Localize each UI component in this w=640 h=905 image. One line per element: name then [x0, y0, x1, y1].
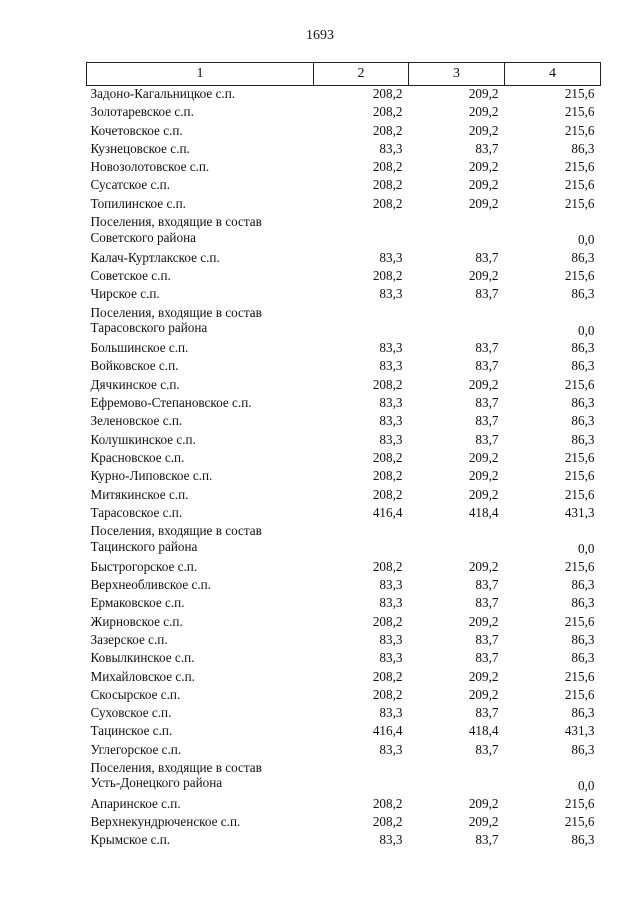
- value-cell-col2: [314, 760, 409, 796]
- value-cell-col3: 209,2: [468, 449, 499, 465]
- value-cell-col4: 431,3: [564, 504, 595, 520]
- value-cell-col3: 209,2: [468, 267, 499, 283]
- data-table: [86, 62, 601, 850]
- value-cell-col3: [409, 523, 505, 559]
- table-row: [87, 796, 601, 814]
- settlement-name-cell: Скосырское с.п.: [90, 686, 181, 702]
- value-cell-col4: 215,6: [564, 376, 595, 392]
- settlement-name-cell: Задоно-Кагальницкое с.п.: [90, 86, 236, 101]
- table-row: [87, 395, 601, 413]
- table-row: [87, 86, 601, 105]
- value-cell-col3: 209,2: [468, 613, 499, 629]
- table-row: [87, 614, 601, 632]
- table-row: [87, 523, 601, 559]
- settlement-name-cell: Кузнецовское с.п.: [90, 140, 190, 156]
- page-number: 1693: [306, 28, 334, 43]
- table-row: [87, 650, 601, 668]
- value-cell-col2: 416,4: [372, 723, 403, 739]
- settlement-name-cell: Золотаревское с.п.: [90, 104, 194, 120]
- value-cell-col2: 83,3: [379, 705, 403, 721]
- value-cell-col3: 83,7: [475, 395, 499, 411]
- value-cell-col3: 83,7: [475, 577, 499, 593]
- value-cell-col4: 215,6: [564, 558, 595, 574]
- settlement-name-cell: Верхнекундрюченское с.п.: [90, 813, 241, 829]
- header-row: [87, 63, 601, 86]
- table-row: [87, 432, 601, 450]
- value-cell-col2: 208,2: [372, 468, 403, 484]
- value-cell-col3: 83,7: [475, 358, 499, 374]
- settlement-name-cell: Сусатское с.п.: [90, 177, 171, 193]
- value-cell-col2: 208,2: [372, 104, 403, 120]
- settlement-name-cell: Верхнеобливское с.п.: [90, 577, 212, 593]
- table-row: [87, 123, 601, 141]
- table-row: [87, 595, 601, 613]
- settlement-name-cell: Митякинское с.п.: [90, 486, 189, 502]
- value-cell-col2: 208,2: [372, 449, 403, 465]
- value-cell-col3: [409, 760, 505, 796]
- value-cell-col3: 209,2: [468, 376, 499, 392]
- value-cell-col4: 86,3: [571, 395, 595, 411]
- settlement-name-cell: Тарасовское с.п.: [90, 504, 183, 520]
- value-cell-col3: 209,2: [468, 795, 499, 811]
- settlement-name-cell: Топилинское с.п.: [90, 195, 186, 211]
- value-cell-col3: 83,7: [475, 431, 499, 447]
- value-cell-col3: [409, 305, 505, 341]
- value-cell-col3: 83,7: [475, 832, 499, 848]
- value-cell-col2: 83,3: [379, 340, 403, 356]
- value-cell-col3: 209,2: [468, 122, 499, 138]
- settlement-name-cell: Апаринское с.п.: [90, 795, 181, 811]
- value-cell-col4: 215,6: [564, 195, 595, 211]
- value-cell-col4: 0,0: [578, 541, 595, 557]
- value-cell-col2: 83,3: [379, 140, 403, 156]
- settlement-name-cell: Тацинское с.п.: [90, 723, 173, 739]
- value-cell-col2: [314, 523, 409, 559]
- value-cell-col4: 86,3: [571, 358, 595, 374]
- table-row: [87, 669, 601, 687]
- value-cell-col4: 215,6: [564, 449, 595, 465]
- settlement-name-cell: Зазерское с.п.: [90, 631, 168, 647]
- table-row: [87, 632, 601, 650]
- table-row: [87, 177, 601, 195]
- settlement-name-cell: Колушкинское с.п.: [90, 431, 196, 447]
- value-cell-col3: 209,2: [468, 686, 499, 702]
- value-cell-col4: 86,3: [571, 705, 595, 721]
- value-cell-col3: 209,2: [468, 177, 499, 193]
- value-cell-col2: 208,2: [372, 267, 403, 283]
- table-row: [87, 577, 601, 595]
- value-cell-col4: 215,6: [564, 686, 595, 702]
- value-cell-col2: 208,2: [372, 686, 403, 702]
- table-row: [87, 196, 601, 214]
- value-cell-col4: 86,3: [571, 741, 595, 757]
- column-header-2: 2: [314, 63, 409, 86]
- table-row: [87, 413, 601, 431]
- value-cell-col2: 208,2: [372, 795, 403, 811]
- value-cell-col2: 208,2: [372, 613, 403, 629]
- value-cell-col2: 83,3: [379, 650, 403, 666]
- table-row: [87, 705, 601, 723]
- table-row: [87, 286, 601, 304]
- value-cell-col2: 208,2: [372, 668, 403, 684]
- value-cell-col2: [314, 305, 409, 341]
- column-header-3: 3: [409, 63, 505, 86]
- value-cell-col3: 209,2: [468, 468, 499, 484]
- table-row: [87, 377, 601, 395]
- value-cell-col2: 83,3: [379, 249, 403, 265]
- table-row: [87, 104, 601, 122]
- value-cell-col3: [409, 214, 505, 250]
- value-cell-col2: 208,2: [372, 177, 403, 193]
- table-row: [87, 505, 601, 523]
- value-cell-col4: 215,6: [564, 159, 595, 175]
- value-cell-col4: 215,6: [564, 795, 595, 811]
- table-row: [87, 487, 601, 505]
- table-row: [87, 760, 601, 796]
- value-cell-col2: 208,2: [372, 159, 403, 175]
- table-row: [87, 159, 601, 177]
- value-cell-col3: 418,4: [468, 504, 499, 520]
- value-cell-col2: 208,2: [372, 813, 403, 829]
- table-row: [87, 742, 601, 760]
- value-cell-col4: 431,3: [564, 723, 595, 739]
- settlement-name-cell: Быстрогорское с.п.: [90, 558, 198, 574]
- value-cell-col4: 215,6: [564, 813, 595, 829]
- value-cell-col4: 86,3: [571, 140, 595, 156]
- value-cell-col3: 209,2: [468, 558, 499, 574]
- table-row: [87, 559, 601, 577]
- value-cell-col3: 83,7: [475, 631, 499, 647]
- value-cell-col4: 86,3: [571, 650, 595, 666]
- value-cell-col4: 86,3: [571, 595, 595, 611]
- settlement-name-cell: Поселения, входящие в состав Тарасовского района: [90, 304, 262, 336]
- value-cell-col2: 208,2: [372, 195, 403, 211]
- table-row: [87, 814, 601, 832]
- value-cell-col4: 86,3: [571, 249, 595, 265]
- settlement-name-cell: Михайловское с.п.: [90, 668, 195, 684]
- settlement-name-cell: Углегорское с.п.: [90, 741, 182, 757]
- value-cell-col3: 209,2: [468, 486, 499, 502]
- value-cell-col3: 83,7: [475, 650, 499, 666]
- value-cell-col3: 209,2: [468, 668, 499, 684]
- value-cell-col2: 416,4: [372, 504, 403, 520]
- value-cell-col3: 83,7: [475, 340, 499, 356]
- settlement-name-cell: Жирновское с.п.: [90, 613, 183, 629]
- value-cell-col4: 215,6: [564, 668, 595, 684]
- settlement-name-cell: Советское с.п.: [90, 267, 171, 283]
- settlement-name-cell: Кочетовское с.п.: [90, 122, 183, 138]
- value-cell-col3: 209,2: [468, 86, 499, 101]
- value-cell-col2: 208,2: [372, 122, 403, 138]
- value-cell-col4: 215,6: [564, 86, 595, 101]
- value-cell-col2: 83,3: [379, 413, 403, 429]
- value-cell-col4: 215,6: [564, 122, 595, 138]
- value-cell-col3: 83,7: [475, 741, 499, 757]
- table-row: [87, 468, 601, 486]
- value-cell-col4: 86,3: [571, 286, 595, 302]
- value-cell-col4: 86,3: [571, 577, 595, 593]
- value-cell-col2: 83,3: [379, 286, 403, 302]
- value-cell-col2: 83,3: [379, 631, 403, 647]
- value-cell-col4: 215,6: [564, 468, 595, 484]
- column-header-4: 4: [505, 63, 601, 86]
- settlement-name-cell: Чирское с.п.: [90, 286, 160, 302]
- value-cell-col3: 209,2: [468, 104, 499, 120]
- value-cell-col3: 83,7: [475, 413, 499, 429]
- settlement-name-cell: Большинское с.п.: [90, 340, 189, 356]
- settlement-name-cell: Новозолотовское с.п.: [90, 159, 210, 175]
- value-cell-col2: 83,3: [379, 431, 403, 447]
- settlement-name-cell: Поселения, входящие в состав Советского района: [90, 214, 262, 245]
- value-cell-col3: 418,4: [468, 723, 499, 739]
- table-row: [87, 723, 601, 741]
- value-cell-col4: 86,3: [571, 832, 595, 848]
- settlement-name-cell: Калач-Куртлакское с.п.: [90, 249, 220, 265]
- table-row: [87, 358, 601, 376]
- value-cell-col4: 0,0: [578, 778, 595, 794]
- value-cell-col4: 86,3: [571, 340, 595, 356]
- value-cell-col2: 83,3: [379, 595, 403, 611]
- value-cell-col3: 209,2: [468, 159, 499, 175]
- value-cell-col2: 83,3: [379, 832, 403, 848]
- table-row: [87, 268, 601, 286]
- value-cell-col4: 215,6: [564, 486, 595, 502]
- value-cell-col3: 209,2: [468, 195, 499, 211]
- value-cell-col4: 215,6: [564, 104, 595, 120]
- value-cell-col2: 208,2: [372, 558, 403, 574]
- table-row: [87, 250, 601, 268]
- value-cell-col3: 83,7: [475, 705, 499, 721]
- value-cell-col4: 215,6: [564, 177, 595, 193]
- settlement-name-cell: Зеленовское с.п.: [90, 413, 183, 429]
- column-header-1: 1: [87, 63, 314, 86]
- value-cell-col2: 83,3: [379, 577, 403, 593]
- value-cell-col4: 86,3: [571, 431, 595, 447]
- value-cell-col3: 83,7: [475, 249, 499, 265]
- table-row: [87, 141, 601, 159]
- settlement-name-cell: Курно-Липовское с.п.: [90, 468, 213, 484]
- value-cell-col2: [314, 214, 409, 250]
- value-cell-col4: 0,0: [578, 232, 595, 248]
- table-row: [87, 687, 601, 705]
- value-cell-col2: 208,2: [372, 486, 403, 502]
- settlement-name-cell: Дячкинское с.п.: [90, 376, 180, 392]
- value-cell-col2: 83,3: [379, 741, 403, 757]
- table-row: [87, 214, 601, 250]
- settlement-name-cell: Поселения, входящие в состав Усть-Донецкого района: [90, 759, 262, 791]
- value-cell-col3: 83,7: [475, 140, 499, 156]
- value-cell-col4: 215,6: [564, 613, 595, 629]
- table-row: [87, 305, 601, 341]
- table-row: [87, 450, 601, 468]
- settlement-name-cell: Красновское с.п.: [90, 449, 185, 465]
- value-cell-col3: 209,2: [468, 813, 499, 829]
- value-cell-col3: 83,7: [475, 286, 499, 302]
- value-cell-col2: 83,3: [379, 358, 403, 374]
- value-cell-col4: 215,6: [564, 267, 595, 283]
- settlement-name-cell: Поселения, входящие в состав Тацинского района: [90, 523, 262, 554]
- value-cell-col3: 83,7: [475, 595, 499, 611]
- value-cell-col2: 208,2: [372, 376, 403, 392]
- settlement-name-cell: Суховское с.п.: [90, 705, 172, 721]
- settlement-name-cell: Ефремово-Степановское с.п.: [90, 395, 252, 411]
- value-cell-col4: 86,3: [571, 413, 595, 429]
- value-cell-col2: 83,3: [379, 395, 403, 411]
- table-row: [87, 832, 601, 850]
- settlement-name-cell: Войковское с.п.: [90, 358, 179, 374]
- table-row: [87, 340, 601, 358]
- value-cell-col4: 86,3: [571, 631, 595, 647]
- settlement-name-cell: Ермаковское с.п.: [90, 595, 185, 611]
- settlement-name-cell: Ковылкинское с.п.: [90, 650, 195, 666]
- settlement-name-cell: Крымское с.п.: [90, 832, 171, 848]
- value-cell-col4: 0,0: [578, 322, 595, 338]
- value-cell-col2: 208,2: [372, 86, 403, 101]
